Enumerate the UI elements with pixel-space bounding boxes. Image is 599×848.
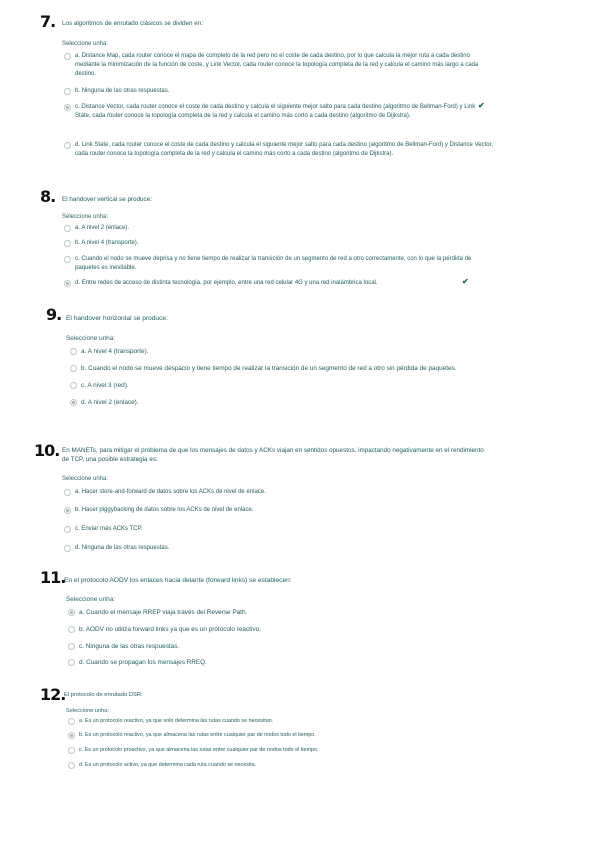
radio-button[interactable]: [64, 225, 71, 232]
question-text: El protocolo de enrutado DSR:: [64, 692, 143, 698]
option-text: Cuando el nodo se mueve despacio y tiene tiempo de realizar la transición de un segmento de red a otro sin pérdida de paquetes.: [88, 365, 457, 372]
option-letter: b.: [75, 507, 81, 513]
radio-button-selected[interactable]: [64, 507, 71, 514]
option-letter: c.: [79, 643, 84, 650]
option-letter: d.: [79, 762, 84, 768]
question-text: El handover vertical se produce:: [62, 196, 152, 203]
radio-button[interactable]: [68, 762, 75, 769]
option-text: Entre redes de acceso de distinta tecnología, por ejemplo, entre una red celular 4G y una red inalámbrica local.: [81, 280, 378, 286]
radio-button-selected[interactable]: [70, 399, 77, 406]
option-letter: a.: [75, 53, 81, 59]
option-text: A nivel 4 (transporte).: [87, 348, 149, 355]
option-text: Es un protocolo activo, ya que determina cada ruta cuando se necesita.: [85, 762, 257, 768]
select-label: Seleccione unha:: [62, 476, 109, 482]
option-text: Distance Map, cada router conoce el mapa de completo de la red pero no el coste de cada destino, por lo que calcula la mejor ruta a cada destino mediante la minimización de la función de coste, y Link Vector, cada router conoce la topología completa de la red y calcula el camino más largo a cada destino.: [75, 53, 479, 77]
option-text: Ninguna de las otras respuestas.: [85, 643, 180, 650]
option-text: Hacer piggybacking de datos sobre los ACKs de nivel de enlace.: [81, 507, 254, 513]
option-letter: b.: [79, 626, 85, 633]
option-d[interactable]: [64, 141, 495, 159]
option-d[interactable]: [68, 761, 499, 770]
radio-button[interactable]: [68, 659, 75, 666]
option-c[interactable]: [64, 103, 485, 121]
radio-button[interactable]: [64, 88, 71, 95]
question-number: 7.: [40, 12, 56, 31]
option-text: Cuando se propagan los mensajes RREQ.: [86, 659, 207, 666]
radio-button[interactable]: [68, 718, 75, 725]
option-text: Enviar más ACKs TCP.: [81, 526, 143, 532]
option-b[interactable]: [64, 506, 495, 515]
question-number: 10.: [34, 441, 60, 460]
option-text: Hacer store-and-forward de datos sobre los ACKs de nivel de enlace.: [81, 489, 266, 495]
option-text: Cuando el nodo se mueve deprisa y no tiene tiempo de realizar la transición de un segmento de red a otro correctamente, con lo que la pérdida de paquetes es inevitable.: [75, 256, 472, 271]
question-number: 8.: [40, 187, 56, 206]
question-number: 11.: [40, 568, 66, 587]
radio-button-selected[interactable]: [68, 732, 75, 739]
option-a[interactable]: [64, 52, 495, 79]
option-letter: a.: [79, 718, 84, 724]
radio-button[interactable]: [64, 545, 71, 552]
option-c[interactable]: [64, 525, 495, 534]
option-letter: d.: [75, 545, 81, 551]
option-letter: d.: [81, 399, 87, 406]
radio-button[interactable]: [64, 240, 71, 247]
option-a[interactable]: [64, 224, 475, 233]
option-c[interactable]: [70, 381, 561, 391]
option-text: Ninguna de las otras respuestas.: [81, 88, 170, 94]
select-label: Seleccione unha:: [66, 335, 116, 342]
option-text: Cuando el mensaje RREP viaja través del Reverse Path.: [86, 609, 248, 616]
radio-button-selected[interactable]: [68, 609, 75, 616]
option-letter: d.: [79, 659, 85, 666]
question-number: 9.: [46, 305, 62, 324]
option-letter: a.: [79, 609, 85, 616]
option-d[interactable]: [70, 398, 561, 408]
option-b[interactable]: [64, 239, 475, 248]
option-text: Es un protocolo reactivo, ya que almacena las rutas entre cualquier par de nodos todo el tiempo.: [85, 732, 316, 738]
option-letter: a.: [81, 348, 87, 355]
option-a[interactable]: [68, 717, 499, 726]
radio-button[interactable]: [64, 526, 71, 533]
option-text: Link State, cada router conoce el coste de cada destino y calcula el siguiente mejor salto para cada destino (algoritmo de Bellman-Ford) y Distance Vector, cada router conoce la topología completa de la red y calcula el camino más corto a cada destino (algoritmo de Dijkstra).: [75, 142, 493, 157]
correct-check-icon: ✔: [478, 101, 485, 110]
question-text: En el protocolo AODV los enlaces hacia delante (forward links) se establecen:: [64, 577, 292, 584]
radio-button[interactable]: [68, 643, 75, 650]
question-text: En MANETs, para mitigar el problema de que los mensajes de datos y ACKs viajan en sentidos opuestos, impactando negativamente en el rendimiento de TCP, una posible estrategia es:: [62, 447, 484, 463]
option-letter: c.: [81, 382, 86, 389]
option-d[interactable]: [64, 544, 495, 553]
radio-button[interactable]: [64, 489, 71, 496]
option-c[interactable]: [68, 642, 499, 652]
radio-button[interactable]: [70, 382, 77, 389]
option-letter: a.: [75, 225, 81, 231]
option-letter: c.: [75, 526, 80, 532]
question-number: 12.: [40, 685, 66, 704]
option-a[interactable]: [64, 488, 495, 497]
correct-check-icon: ✔: [462, 277, 469, 286]
option-b[interactable]: [70, 364, 561, 374]
option-text: A nivel 4 (transporte).: [81, 240, 139, 246]
option-letter: c.: [75, 256, 80, 262]
select-label: Seleccione unha:: [62, 214, 109, 220]
radio-button-selected[interactable]: [64, 104, 71, 111]
option-letter: b.: [79, 732, 84, 738]
option-d[interactable]: [68, 658, 499, 668]
radio-button[interactable]: [64, 142, 71, 149]
select-label: Seleccione unha:: [66, 708, 109, 714]
option-text: Ninguna de las otras respuestas.: [81, 545, 170, 551]
option-letter: b.: [75, 88, 81, 94]
option-c[interactable]: [64, 255, 475, 273]
radio-button[interactable]: [70, 365, 77, 372]
option-letter: b.: [81, 365, 87, 372]
select-label: Seleccione unha:: [62, 41, 109, 47]
radio-button[interactable]: [68, 626, 75, 633]
option-letter: d.: [75, 280, 81, 286]
option-text: AODV no utiliza forward links ya que es un protocolo reactivo.: [85, 626, 261, 633]
option-text: Distance Vector, cada router conoce el coste de cada destino y calcula el siguiente mejor salto para cada destino (algoritmo de Bellman-Ford) y Link State, cada router conoce la topología completa de la red y calcula el camino más corto a cada destino (algoritmo de Dijkstra).: [75, 104, 476, 119]
option-letter: c.: [75, 104, 80, 110]
option-a[interactable]: [68, 608, 499, 618]
option-letter: a.: [75, 489, 81, 495]
radio-button[interactable]: [68, 747, 75, 754]
option-b[interactable]: [68, 731, 499, 740]
option-text: A nivel 2 (enlace).: [87, 399, 139, 406]
question-text: El handover horizontal se produce:: [66, 315, 168, 322]
option-letter: d.: [75, 142, 81, 148]
option-text: Es un protocolo proactivo, ya que almacena las rutas entre cualquier par de nodos todo el tiempo.: [84, 747, 319, 753]
option-b[interactable]: [68, 625, 499, 635]
option-text: A nivel 3 (red).: [87, 382, 129, 389]
radio-button[interactable]: [70, 348, 77, 355]
select-label: Seleccione unha:: [66, 596, 116, 603]
option-text: A nivel 2 (enlace).: [81, 225, 130, 231]
option-letter: b.: [75, 240, 81, 246]
radio-button[interactable]: [64, 256, 71, 263]
question-text: Los algoritmos de enrutado clásicos se dividen en:: [62, 20, 204, 27]
radio-button-selected[interactable]: [64, 280, 71, 287]
option-b[interactable]: [64, 87, 495, 96]
option-c[interactable]: [68, 746, 499, 755]
radio-button[interactable]: [64, 53, 71, 60]
option-letter: c.: [79, 747, 84, 753]
option-text: Es un protocolo reactivo, ya que solo determina las rutas cuando se necesitan.: [85, 718, 274, 724]
option-a[interactable]: [70, 347, 561, 357]
option-d[interactable]: [64, 279, 475, 288]
